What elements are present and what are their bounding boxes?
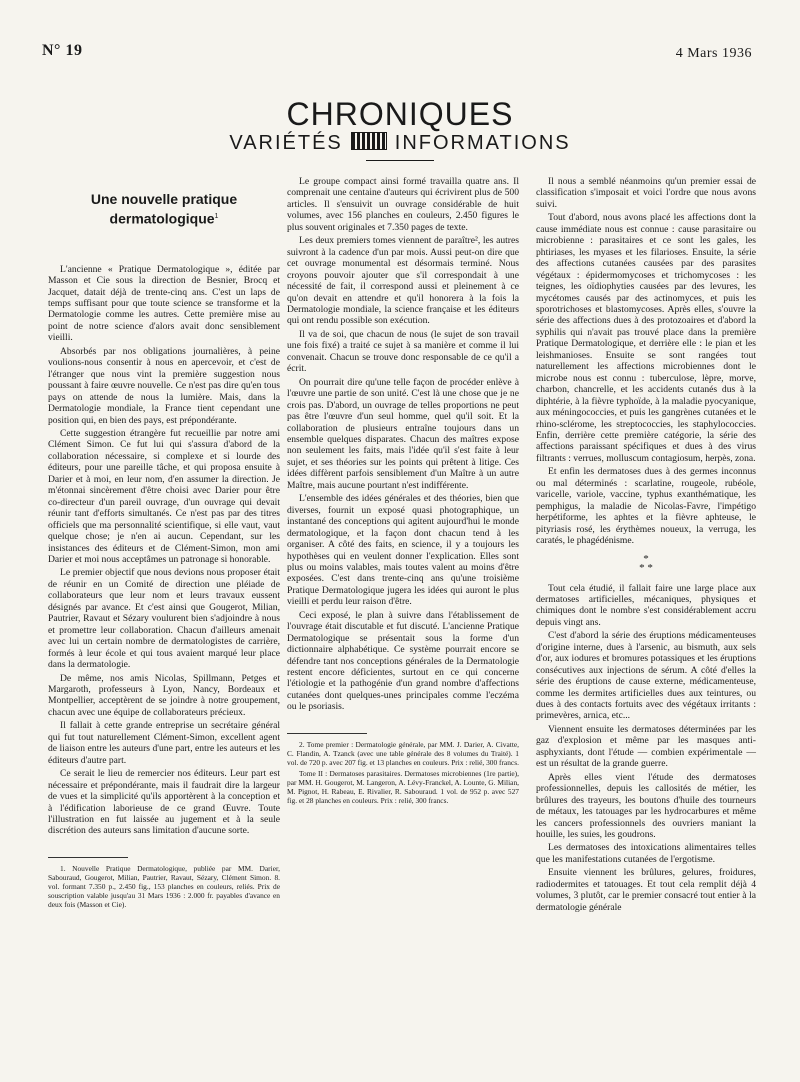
section-subtitle [0,132,800,155]
asterism [536,552,756,574]
footnote: 2. Tome premier : Dermatologie générale, par MM. J. Darier, A. Civatte, C. Flandin, A. Tzanck (avec une table générale des 8 volumes du Traité). 1 vol. de 720 p. avec 207 fig. et 13 planches en couleurs. Prix : relié, 300 francs. [287,739,519,767]
paragraph: Ceci exposé, le plan à suivre dans l'établissement de l'ouvrage était discutable et fut discuté. L'ancienne Pratique Dermatologique se présentait sous la forme d'un dictionnaire alphabétique. Ce système pourrait encore se défendre tant nos conceptions générales de la Dermatologie restent encore déficientes, surtout en ce qui concerne l'étiologie et la pathogénie d'un grand nombre d'affections cutanées dont quelques-unes principales comme l'eczéma ou le psoriasis. [287,609,519,713]
footnote-rule [48,857,128,858]
asterism-star: * [643,552,649,565]
column-2 [287,176,519,807]
paragraph: Les dermatoses des intoxications alimentaires telles que les manifestations cutanées de l'ergotisme. [536,842,756,865]
article-title [48,190,280,228]
paragraph: Il va de soi, que chacun de nous (le sujet de son travail une fois fixé) a traité ce sujet à sa manière et comme il lui convenait. Chacun se trouve donc responsable de ce qu'il a écrit. [287,328,519,375]
header-rule [366,160,434,161]
title-footnote-mark: 1 [214,213,219,220]
paragraph: C'est d'abord la série des éruptions médicamenteuses d'origine interne, dues à l'arsenic, au bismuth, aux sels d'or, aux iodures et bromures potassiques et les éruptions consécutives aux injections de sérum. A côté d'elles la série des éruptions de cause externe, médicamenteuse, comme les dermites artificielles dues aux teintures, ou dues à des contacts fortuits avec des végétaux irritants : primevères, arnica, etc... [536,630,756,722]
footnote: 1. Nouvelle Pratique Dermatologique, publiée par MM. Darier, Sabouraud, Gougerot, Milian, Pautrier, Ravaut, Sézary, Clément Simon. 8. vol. formant 7.350 p., 2.450 fig., 153 planches en couleurs, reliés. Prix de souscription valable jusqu'au 31 Mars 1936 : 2.000 fr. payables d'avance en deux fois (Masson et Cie). [48,863,280,909]
section-title: CHRONIQUES [286,96,514,132]
article-title-text: Une nouvelle pratique dermatologique [90,191,238,227]
paragraph: Et enfin les dermatoses dues à des germes inconnus ou mal déterminés : scarlatine, rougeole, rubéole, varicelle, variole, vaccine, typhus exanthématique, les pemphigus, la maladie de Nicolas-Favre, l'impétigo herpétiforme, les aphtes et la fièvre aphteuse, le pityriasis rosé, les érythèmes noueux, la verruga, les caratés, le phagédénisme. [536,466,756,547]
ornament-icon [351,132,387,150]
paragraph: On pourrait dire qu'une telle façon de procéder enlève à l'œuvre une partie de son unité. C'est là une chose que je ne crois pas. D'abord, un ouvrage de telles proportions ne peut pas être l'œuvre d'un seul homme, quel qu'il soit. Et la collaboration de plusieurs entraîne toujours dans un ensemble quelques disparates. Chacun des maîtres expose non seulement les faits, mais l'idée qu'il s'est faite à leur sujet, et ses théories sur les points qui prêtent à litige. Ces idées diffèrent parfois sensiblement d'un Maître à un autre Maître, mais aucune pourtant n'est indifférente. [287,376,519,491]
paragraph: Ensuite viennent les brûlures, gelures, froidures, radiodermites et tatouages. Et tout cela remplit déjà 4 volumes, 3 plutôt, car le premier consacré tout entier à la dermatologie générale [536,867,756,913]
asterism-stars: * * [639,561,653,574]
paragraph: Tout d'abord, nous avons placé les affections dont la cause immédiate nous est connue : cause parasitaire ou microbienne : parasitaires et ce sont les gales, les phtiriases, les myases et les filarioses. Ensuite, la série des affections cutanées causées par des parasites végétaux : épidermomycoses et trichomycoses : les teignes, les oïdiophyties causées par des levures, les mycétomes causés par des actinomyces, et puis les sporotrichoses et blastomycoses. Après elles, s'ouvre la série des affections dues à des protozoaires et d'abord la syphilis qui n'avait pas trouvé place dans la première Pratique Dermatologique, et derrière elle : le pian et les leishmanioses. Ensuite se sont rangées tout naturellement les affections microbiennes dont le microbe nous est connu : tuberculose, lèpre, morve, charbon, chancrelle, et les accidents cutanés dus à la diphtérie, à la fièvre typhoïde, à la maladie pyocyanique, aux méningococcies, et puis les gangrènes cutanées et le rhino-sclérome, les streptococcies, les staphylococcies. Enfin, derrière cette première catégorie, la série des affections paraissant spécifiques et dues à des virus filtrants : verrues, molluscum contagiosum, herpès, zona. [536,212,756,464]
footnote-rule [287,733,367,734]
subtitle-left: VARIÉTÉS [229,132,343,154]
paragraph: Il nous a semblé néanmoins qu'un premier essai de classification s'imposait et voici l'ordre que nous avons suivi. [536,176,756,210]
column-1 [48,176,280,911]
subtitle-right: INFORMATIONS [394,132,571,154]
footnote: Tome II : Dermatoses parasitaires. Dermatoses microbiennes (1re partie), par MM. H. Gougerot, M. Langeron, A. Lévy-Franckel, A. Lounte, G. Milian, M. Pignot, H. Rabeau, E. Rivalier, R. Sabouraud. 1 vol. de 952 p. avec 527 fig. et 28 planches en couleurs. Prix : relié, 300 francs. [287,768,519,805]
column-3 [536,176,756,915]
issue-number: N° 19 [42,42,83,59]
paragraph: Absorbés par nos obligations journalières, à peine voulions-nous consentir à nous en apercevoir, et c'est de l'étranger que nous vint la première suggestion nous poussant à faire œuvre nouvelle. Ce n'est pas dire qu'en tous pays on attende de nous la lumière. Mais, dans la Dermatologie mondiale, la France tient cependant une position qui, en bien des pays, est prépondérante. [48,345,280,426]
paragraph: L'ancienne « Pratique Dermatologique », éditée par Masson et Cie sous la direction de Besnier, Brocq et Jacquet, datait déjà de trente-cinq ans. C'est un laps de temps suffisant pour que toute science se transforme et la Dermatologie comme les autres. Cette première mise au point de notre science d'alors avait donc sensiblement vieilli. [48,263,280,344]
paragraph: Il fallait à cette grande entreprise un secrétaire général qui fut tout naturellement Clément-Simon, excellent agent de liaison entre les auteurs d'une part, entre les auteurs et les éditeurs d'autre part. [48,720,280,766]
paragraph: Cette suggestion étrangère fut recueillie par notre ami Clément Simon. Ce fut lui qui s'assura d'abord de la collaboration nécessaire, si complexe et si lourde des éditeurs, pour une pareille tâche, et qui proposa ensuite à Darier et à moi, en leur nom, d'en assumer la direction. Je m'étonnai sincèrement d'être choisi avec Darier pour être co-directeur d'un pareil ouvrage, d'un ouvrage qui devait réunir tant d'efforts simultanés. Ce n'est pas par des titres officiels que ma personnalité scientifique, si elle vaut, vaut quelque chose; je n'en ai aucun. Cependant, sur les insistances des éditeurs et de Clément-Simon, mon ami Darier et moi nous acceptâmes un patronage si honorable. [48,428,280,565]
paragraph: L'ensemble des idées générales et des théories, bien que diverses, fournit un exposé quasi photographique, un instantané des conceptions qui agitent aujourd'hui le monde dermatologique, et la façon dont chacun tend à les organiser. A côté des faits, en science, il y a toujours les hypothèses qui en veulent donner l'explication. Elles sont plus ou moins valables, mais toutes valent au moins d'être exposées. C'est dans trente-cinq ans qu'une troisième Pratique Dermatologique jugera les idées qui auront le plus vieilli et perdu leur raison d'être. [287,493,519,608]
issue-date: 4 Mars 1936 [675,46,752,61]
paragraph: Après elles vient l'étude des dermatoses professionnelles, depuis les callosités de métier, les brûlures des trayeurs, les boutons d'huile des tourneurs de métaux, les tatouages par les hydrocarbures et même les cancers professionnels des ouvriers maniant la houille, les suies, les goudrons. [536,771,756,841]
paragraph: Ce serait le lieu de remercier nos éditeurs. Leur part est nécessaire et prépondérante, mais il faudrait dire la largeur de vues et la simplicité qu'ils apportèrent à la conception et à l'édification laborieuse de ce grand Œuvre. Toute l'illustration en fut laissée au jugement et à la seule discrétion des auteurs sans limitation d'aucune sorte. [48,768,280,837]
paragraph: Le groupe compact ainsi formé travailla quatre ans. Il comprenait une centaine d'auteurs qui écrivirent plus de 500 articles. Il s'ensuivit un ouvrage considérable de huit volumes, avec 156 planches en couleurs, 2.450 figures le plus souvent originales et 7.350 pages de texte. [287,176,519,233]
paragraph: Tout cela étudié, il fallait faire une large place aux dermatoses artificielles, mécaniques, physiques et chimiques dont le nombre s'est considérablement accru depuis vingt ans. [536,582,756,628]
paragraph: De même, nos amis Nicolas, Spillmann, Petges et Margaroth, professeurs à Lyon, Nancy, Bordeaux et Montpellier, acceptèrent de se joindre à notre groupement, chacun avec une équipe de collaborateurs précieux. [48,672,280,718]
paragraph: Viennent ensuite les dermatoses déterminées par les gaz d'explosion et même par les masques anti-asphyxiants, dont l'étude — combien expérimentale — est un résultat de la grande guerre. [536,723,756,770]
paragraph: Les deux premiers tomes viennent de paraître², les autres suivront à la cadence d'un par mois. Aussi peut-on dire que cet ouvrage monumental est désormais terminé. Nous croyons pouvoir ajouter que s'il correspondait à une nécessité de fait, il correspond aussi et pleinement à ce qu'on devait en attendre et qu'il honorera à la fois la Dermatologie mondiale, la science française et les éditeurs qui ont rendu possible son exécution. [287,235,519,327]
paragraph: Le premier objectif que nous devions nous proposer était de réunir en un Comité de direction une pléiade de collaborateurs que leur nom et leurs travaux eussent désignés par avance. Et c'est ainsi que Gougerot, Milian, Pautrier, Ravaut et Sézary voulurent bien s'adjoindre à nous et promettre leur collaboration. Chacun d'ailleurs amenait avec lui un certain nombre de dermatologistes de carrière, formés à leur école et qui tous avaient marqué leur place dans la dermatologie. [48,567,280,671]
